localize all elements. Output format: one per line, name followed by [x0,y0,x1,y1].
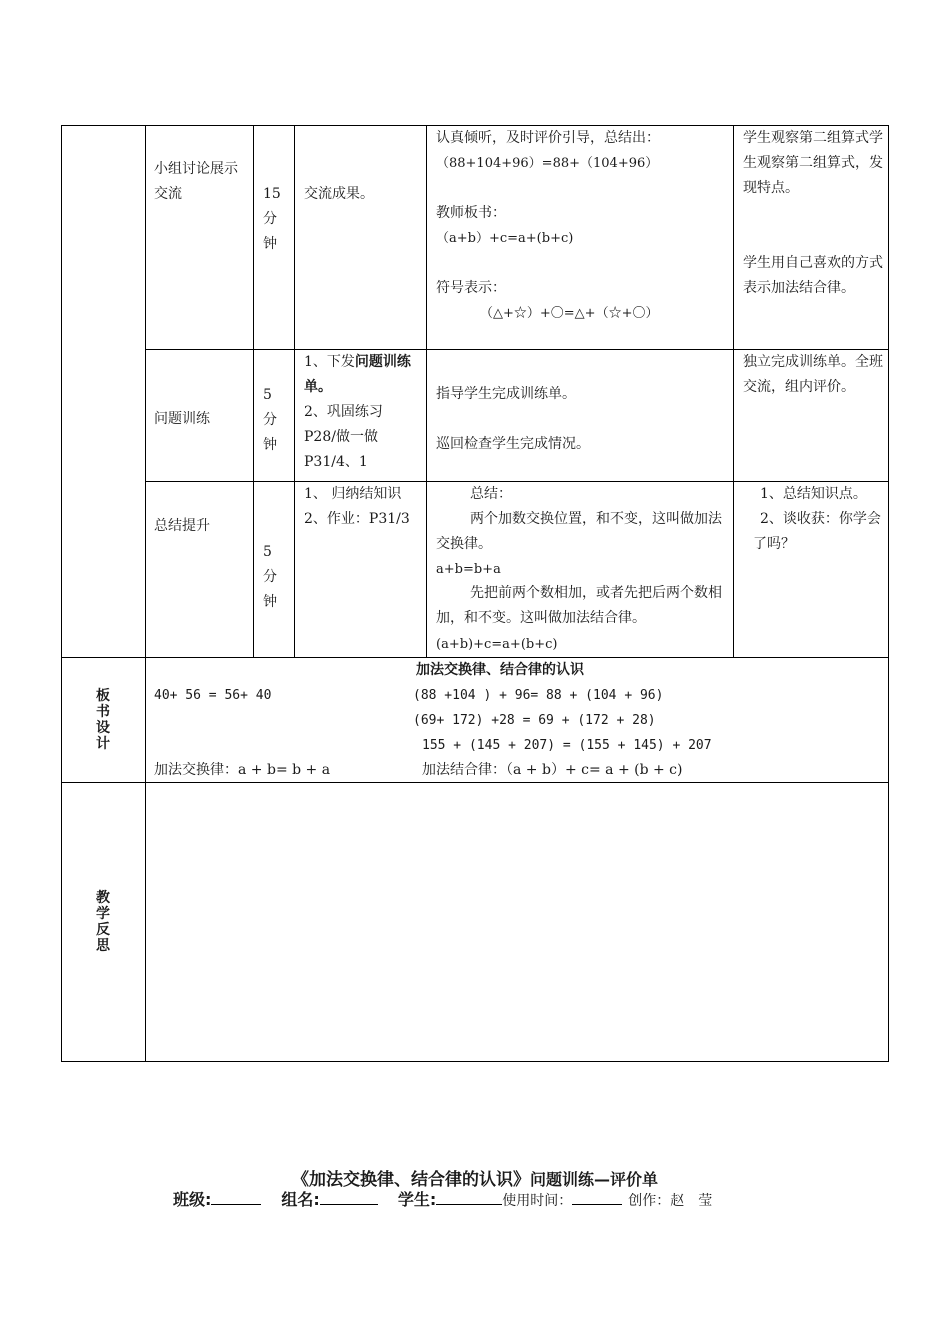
evaluation-title-main: 《加法交换律、结合律的认识》 [291,1170,530,1190]
column-divider [294,125,295,657]
board-equation: (69+ 172) +28 = 69 + (172 + 28) [413,713,656,728]
content-cell: 交流成果。 [304,186,374,202]
teacher-text: 教师板书： [436,205,506,221]
content-item: 2、作业：P31/3 [304,511,410,527]
time-label: 使用时间： [502,1193,573,1209]
time-cell: 5分钟 [263,387,277,453]
teacher-text: 指导学生完成训练单。 [436,386,576,402]
summary-formula: a+b=b+a [436,562,501,577]
class-label: 班级: [173,1190,212,1209]
time-cell: 15分钟 [263,186,281,252]
reflection-label: 教学反思 [96,890,110,954]
board-equation: (88 +104 ) + 96= 88 + (104 + 96) [413,688,664,703]
summary-text: 先把前两个数相加，或者先把后两个数相加，和不变。这叫做加法结合律。 [436,585,722,626]
board-law [422,758,682,783]
time-field[interactable] [572,1189,622,1205]
author-label: 创作：赵 莹 [628,1193,713,1209]
student-text: 1、总结知识点。 [760,486,867,502]
board-design-label: 板书设计 [96,688,110,752]
column-divider [426,125,427,657]
student-text: 学生用自己喜欢的方式表示加法结合律。 [743,255,883,296]
board-equation: 40+ 56 = 56+ 40 [154,688,272,703]
symbol-formula: （△+☆）+〇=△+（☆+〇） [480,306,659,321]
teacher-text: 符号表示： [436,280,506,296]
stage-cell: 问题训练 [154,411,210,427]
worksheet-name: 问题训练单。 [304,354,411,395]
summary-text: 两个加数交换位置，和不变，这叫做加法交换律。 [436,511,722,552]
class-field[interactable] [211,1189,261,1205]
content-item: 2、巩固练习P28/做一做 [304,404,383,445]
column-divider [253,125,254,657]
content-item [304,350,422,400]
summary-heading: 总结： [470,486,512,502]
summary-formula: (a+b)+c=a+(b+c) [436,637,558,652]
board-title: 加法交换律、结合律的认识 [416,662,584,678]
teacher-text: 认真倾听，及时评价引导，总结出： [436,130,660,146]
teacher-text: 巡回检查学生完成情况。 [436,436,590,452]
student-label: 学生: [397,1190,437,1209]
column-divider [145,125,146,1062]
table-border-bottom [61,1061,889,1062]
associative-law: 加法结合律：（a + b）+ c= a + (b + c) [422,762,683,778]
table-border-right [888,125,889,1062]
evaluation-title-sub: 问题训练—评价单 [529,1170,658,1189]
teacher-formula: （a+b）+c=a+(b+c) [436,231,574,246]
content-text: 1、下发 [304,354,355,370]
evaluation-title [0,1165,950,1190]
evaluation-info-line [173,1189,712,1212]
teacher-formula: （88+104+96）=88+（104+96） [436,156,659,171]
student-text: 学生观察第二组算式学生观察第二组算式，发现特点。 [743,130,883,196]
stage-cell: 总结提升 [154,518,210,534]
column-divider [733,125,734,657]
table-border-left [61,125,62,1062]
content-item: 1、 归纳结知识 [304,486,402,502]
student-text: 独立完成训练单。全班交流，组内评价。 [743,354,883,395]
commutative-law: 加法交换律：a + b= b + a [154,762,331,778]
stage-cell: 小组讨论展示交流 [154,161,238,202]
student-text: 2、谈收获：你学会了吗？ [753,511,881,552]
board-equation: 155 + (145 + 207) = (155 + 145) + 207 [422,738,712,753]
board-law [154,758,330,783]
time-cell: 5分钟 [263,544,277,610]
student-field[interactable] [436,1189,502,1205]
group-field[interactable] [320,1189,378,1205]
content-item: P31/4、1 [304,454,368,470]
group-label: 组名: [281,1190,320,1209]
